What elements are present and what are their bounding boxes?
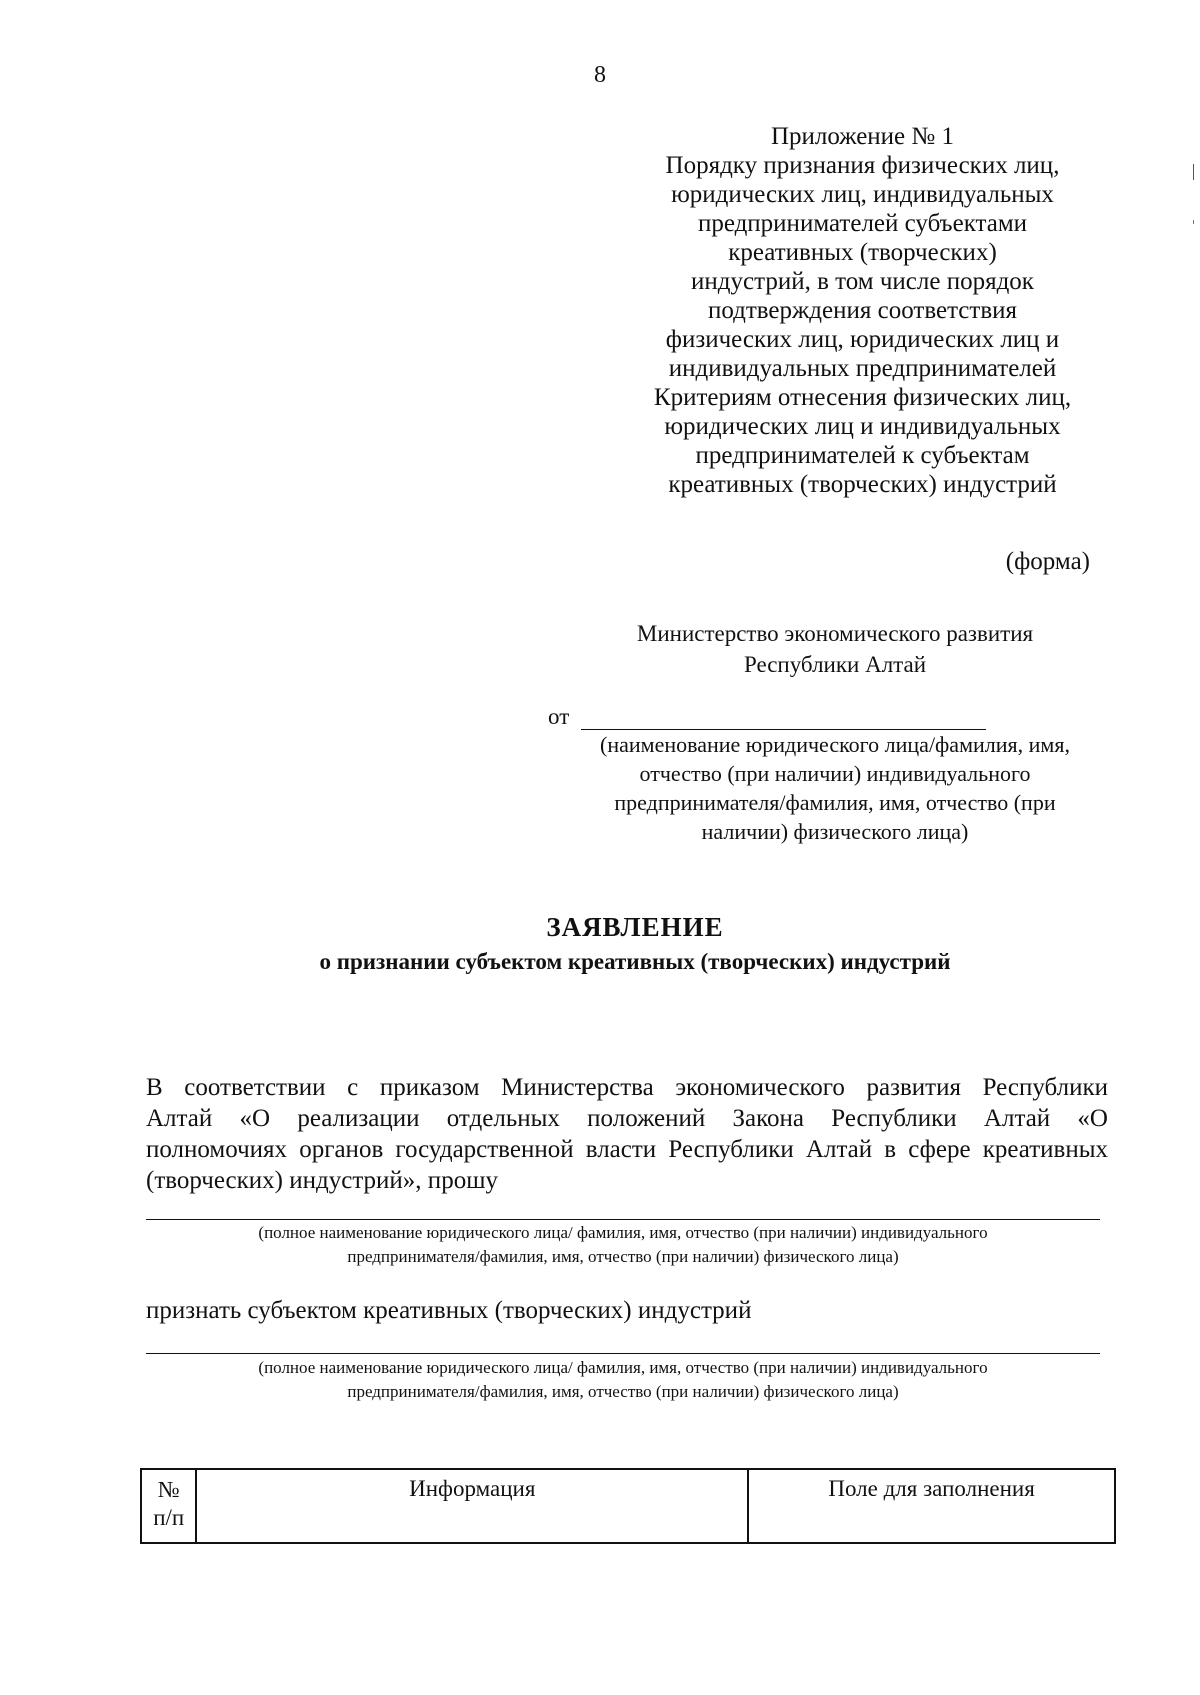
caption-line: (полное наименование юридического лица/ фамилия, имя, отчество (при наличии) индивидуального bbox=[258, 1358, 988, 1377]
subject-caption bbox=[146, 1356, 1100, 1404]
appendix-header bbox=[630, 122, 1095, 499]
recognize-text: признать субъектом креативных (творческих) индустрий bbox=[146, 1297, 752, 1324]
sender-caption-line: предпринимателя/фамилия, имя, отчество (при bbox=[614, 790, 1056, 815]
paragraph-line: Алтай «О реализации отдельных положений Закона Республики Алтай «О bbox=[146, 1105, 1108, 1132]
addressee-block bbox=[600, 618, 1070, 680]
paragraph-line: (творческих) индустрий», прошу bbox=[146, 1167, 498, 1194]
appendix-line: юридических лиц и индивидуальных bbox=[664, 413, 1061, 440]
appendix-line: физических лиц, юридических лиц и bbox=[665, 326, 1060, 353]
sender-caption-line: (наименование юридического лица/фамилия, имя, bbox=[600, 732, 1070, 757]
applicant-caption bbox=[146, 1221, 1100, 1269]
appendix-line: Порядку признания физических лиц, bbox=[665, 152, 1060, 179]
sender-line bbox=[548, 704, 986, 730]
appendix-line: подтверждения соответствия bbox=[707, 297, 1018, 324]
caption-line: предпринимателя/фамилия, имя, отчество (при наличии) физического лица) bbox=[347, 1247, 899, 1266]
paragraph-line: полномочиях органов государственной власти Республики Алтай в сфере креативных bbox=[146, 1136, 1108, 1163]
addressee-line: Республики Алтай bbox=[743, 652, 927, 677]
info-table bbox=[140, 1468, 1116, 1544]
header-num-label: п/п bbox=[153, 1505, 185, 1530]
paragraph-line: В соответствии с приказом Министерства экономического развития Республики bbox=[146, 1074, 1108, 1101]
caption-line: предпринимателя/фамилия, имя, отчество (при наличии) физического лица) bbox=[347, 1382, 899, 1401]
document-title: ЗАЯВЛЕНИЕ bbox=[546, 912, 724, 942]
sender-caption-line: наличии) физического лица) bbox=[701, 819, 969, 844]
page-number: 8 bbox=[594, 62, 606, 88]
header-field: Поле для заполнения bbox=[748, 1469, 1115, 1543]
appendix-line: индивидуальных предпринимателей bbox=[668, 355, 1057, 382]
body-paragraph bbox=[146, 1072, 1108, 1196]
document-subtitle: о признании субъектом креативных (творческих) индустрий bbox=[319, 949, 951, 974]
appendix-line: предпринимателей к субъектам bbox=[695, 442, 1030, 469]
appendix-line: креативных (творческих) индустрий bbox=[668, 471, 1057, 498]
margin-mark bbox=[1193, 164, 1194, 180]
table-header-row bbox=[141, 1469, 1115, 1543]
appendix-line: индустрий, в том числе порядок bbox=[691, 268, 1034, 295]
appendix-line: юридических лиц, индивидуальных bbox=[671, 181, 1054, 208]
sender-fill-line[interactable] bbox=[581, 709, 986, 730]
sender-caption bbox=[560, 730, 1110, 846]
appendix-line: предпринимателей субъектами bbox=[697, 210, 1028, 237]
margin-dot bbox=[1193, 220, 1194, 224]
appendix-line: Приложение № 1 bbox=[770, 123, 955, 150]
from-label: от bbox=[548, 704, 570, 729]
appendix-line: Критериям отнесения физических лиц, bbox=[653, 384, 1072, 411]
caption-line: (полное наименование юридического лица/ фамилия, имя, отчество (при наличии) индивидуального bbox=[258, 1223, 988, 1242]
form-label: (форма) bbox=[1005, 548, 1090, 575]
header-num bbox=[141, 1469, 196, 1543]
header-info: Информация bbox=[196, 1469, 748, 1543]
appendix-line: креативных (творческих) bbox=[728, 239, 997, 266]
applicant-fill-line[interactable] bbox=[146, 1219, 1100, 1220]
sender-caption-line: отчество (при наличии) индивидуального bbox=[639, 761, 1031, 786]
addressee-line: Министерство экономического развития bbox=[636, 621, 1034, 646]
header-num-symbol: № bbox=[157, 1477, 180, 1502]
subject-fill-line[interactable] bbox=[146, 1353, 1100, 1354]
